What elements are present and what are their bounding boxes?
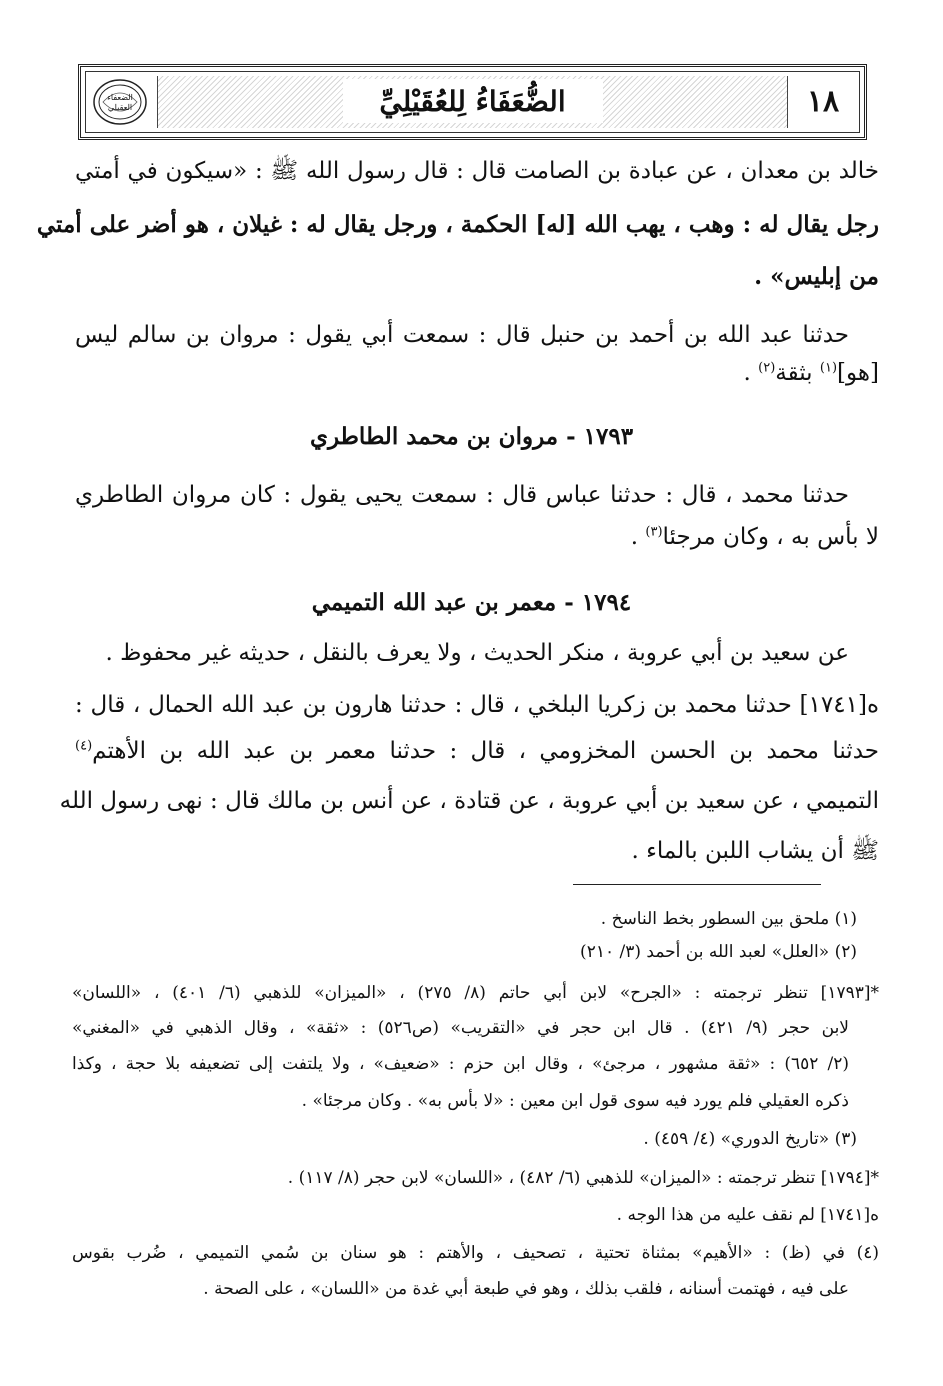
text-span: . (630, 524, 646, 550)
text-line: رجل يقال له : وهب ، يهب الله [له] الحكمة ، ورجل يقال له : غيلان ، هو أضر على أمتي (36, 211, 879, 238)
footnote: (٤) في (ظ) : «الأهيم» بمثناة تحتية ، تصحيف ، والأهتم : هو سنان بن سُمي التميمي ، ضُرب بقوس (72, 1243, 879, 1263)
footnote: *[١٧٩٤] تنظر ترجمته : «الميزان» للذهبي (٦/ ٤٨٢) ، «اللسان» لابن حجر (٨/ ١١٧) . (287, 1168, 879, 1188)
text-line (631, 522, 879, 552)
book-emblem-icon (91, 76, 149, 128)
text-line: خالد بن معدان ، عن عبادة بن الصامت قال : قال رسول الله ﷺ : «سيكون في أمتي (75, 158, 879, 184)
svg-text:العقيلي: العقيلي (107, 103, 133, 112)
text-span: بثقة (775, 360, 820, 386)
page-number: ١٨ (806, 83, 840, 119)
text-line (75, 736, 879, 766)
footnote-ref: (١) (819, 360, 838, 376)
text-line: حدثنا عبد الله بن أحمد بن حنبل قال : سمعت أبي يقول : مروان بن سالم ليس (75, 322, 849, 348)
entry-heading-1793: ١٧٩٣ - مروان بن محمد الطاطري (309, 423, 634, 450)
book-title: الضُّعَفَاءُ لِلعُقَيْلِيِّ (379, 84, 566, 118)
footnote-ref: (٣) (645, 524, 663, 540)
bracket-word: [هو] (837, 360, 879, 386)
page-header (78, 64, 867, 140)
header-title-box (343, 79, 603, 123)
text-span: حدثنا محمد بن الحسن المخزومي ، قال : حدثنا معمر بن عبد الله بن الأهتم (92, 738, 879, 764)
footnote: (٣) «تاريخ الدوري» (٤/ ٤٥٩) . (643, 1129, 857, 1149)
footnote-ref: (٢) (758, 360, 776, 376)
footnote: (٢/ ٦٥٢) : «ثقة مشهور ، مرجئ» ، وقال ابن حزم : «ضعيف» ، ولا يلتفت إلى تضعيفه بلا حجة ، وكذا (72, 1054, 849, 1074)
footnote: *[١٧٩٣] تنظر ترجمته : «الجرح» لابن أبي حاتم (٨/ ٢٧٥) ، «الميزان» للذهبي (٦/ ٤٠١) ، «اللسان» (72, 983, 879, 1003)
svg-text:الضعفاء: الضعفاء (107, 93, 133, 102)
text-line: حدثنا محمد ، قال : حدثنا عباس قال : سمعت يحيى يقول : كان مروان الطاطري (75, 482, 849, 508)
text-span: . (743, 360, 759, 386)
text-line: من إبليس» . (754, 263, 879, 290)
text-line (744, 358, 880, 388)
footnote: لابن حجر (٩/ ٤٢١) . قال ابن حجر في «التقريب» (ص٥٢٦) : «ثقة» ، وقال الذهبي في «المغني» (72, 1018, 849, 1038)
entry-heading-1794: ١٧٩٤ - معمر بن عبد الله التميمي (311, 589, 632, 616)
footnote: ذكره العقيلي فلم يورد فيه سوى قول ابن معين : «لا بأس به» . وكان مرجئا» . (301, 1091, 849, 1111)
text-line: عن سعيد بن أبي عروبة ، منكر الحديث ، ولا يعرف بالنقل ، حديثه غير محفوظ . (105, 640, 849, 666)
text-line: التميمي ، عن سعيد بن أبي عروبة ، عن قتادة ، عن أنس بن مالك قال : نهى رسول الله (59, 788, 879, 814)
footnote-ref: (٤) (75, 738, 93, 754)
footnote: ه[١٧٤١] لم نقف عليه من هذا الوجه . (616, 1205, 879, 1225)
text-line: ﷺ أن يشاب اللبن بالماء . (631, 838, 879, 864)
text-span: لا بأس به ، وكان مرجئا (662, 524, 879, 550)
footnote-separator (573, 884, 821, 885)
footnote: على فيه ، فهتمت أسنانه ، فلقب بذلك ، وهو في طبعة أبي غدة من «اللسان» ، على الصحة . (203, 1279, 849, 1299)
text-line: ه[١٧٤١] حدثنا محمد بن زكريا البلخي ، قال : حدثنا هارون بن عبد الله الحمال ، قال : (75, 692, 879, 718)
footnote: (٢) «العلل» لعبد الله بن أحمد (٣/ ٢١٠) (580, 942, 857, 962)
footnote: (١) ملحق بين السطور بخط الناسخ . (600, 909, 857, 929)
